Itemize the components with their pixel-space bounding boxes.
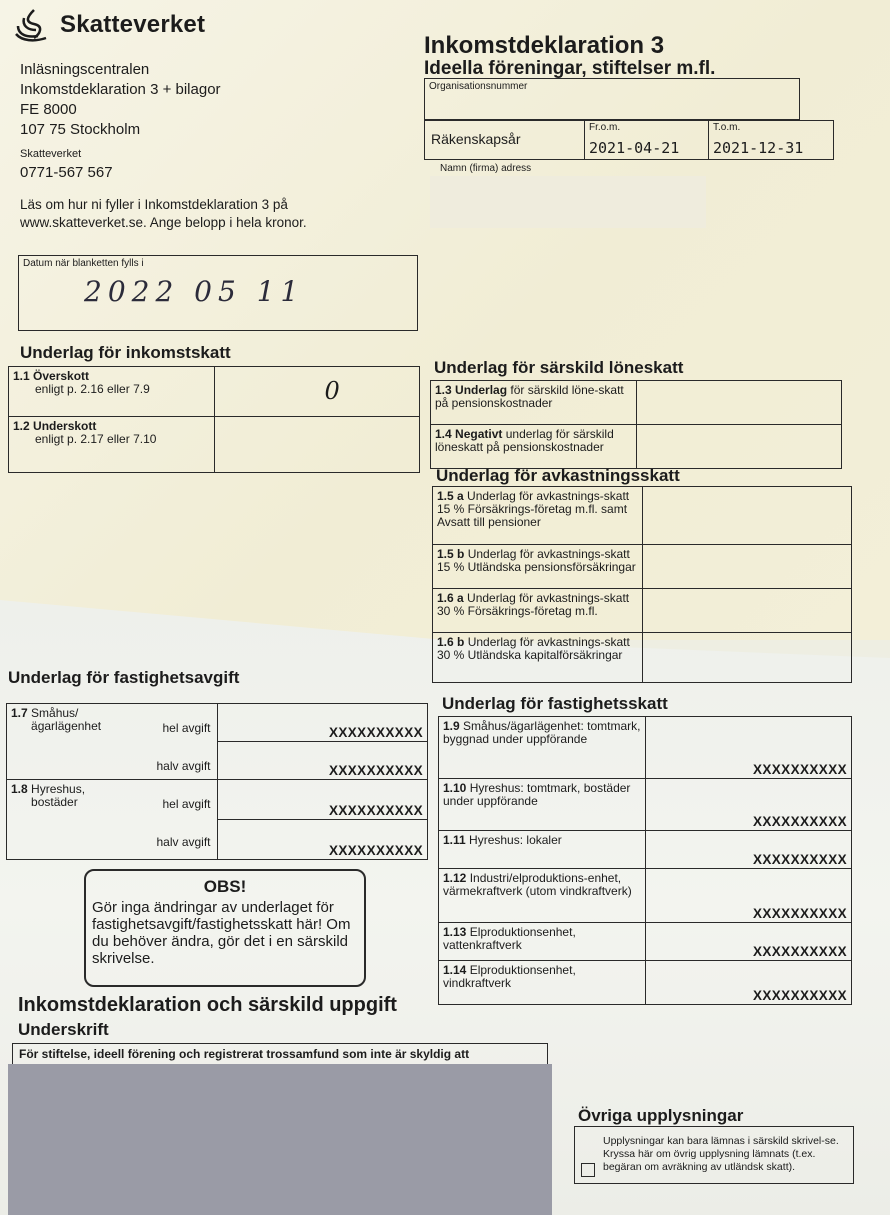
section-title-inkomstskatt: Underlag för inkomstskatt xyxy=(20,343,231,362)
value-field-1-8-full[interactable]: XXXXXXXXXX xyxy=(217,780,428,820)
table-row xyxy=(439,831,852,869)
row-number: 1.4 xyxy=(435,427,452,441)
value-field-1-4[interactable] xyxy=(636,425,842,469)
row-label xyxy=(433,545,643,589)
row-text: Hyreshus: tomtmark, bostäder under uppförande xyxy=(443,781,631,808)
row-number: 1.5 a xyxy=(437,489,464,503)
from-value: 2021-04-21 xyxy=(589,139,680,157)
row-text: för särskild löne-skatt på pensionskostnader xyxy=(435,383,624,410)
row-text: Industri/elproduktions-enhet, värmekraftverk (utom vindkraftverk) xyxy=(443,871,632,898)
signature-title: Underskrift xyxy=(18,1020,109,1039)
row-number: 1.6 a xyxy=(437,591,464,605)
table-row xyxy=(439,923,852,961)
value-field-1-2[interactable] xyxy=(214,417,420,473)
address-line: Inläsningscentralen xyxy=(20,61,150,78)
row-number: 1.3 xyxy=(435,383,452,397)
value-field-1-7-half[interactable]: XXXXXXXXXX xyxy=(217,742,428,780)
row-label xyxy=(439,779,646,831)
to-value: 2021-12-31 xyxy=(713,139,804,157)
row-label xyxy=(439,831,646,869)
table-row xyxy=(439,869,852,923)
agency-name: Skatteverket xyxy=(60,11,206,38)
obs-title: OBS! xyxy=(203,877,247,896)
instructions-text xyxy=(20,196,330,232)
row-number: 1.9 xyxy=(443,719,460,733)
half-fee-label: halv avgift xyxy=(156,835,211,849)
row-number: 1.11 xyxy=(443,833,466,847)
orgnr-label: Organisationsnummer xyxy=(429,81,528,92)
row-label xyxy=(439,961,646,1005)
section-title-fastighetsavgift: Underlag för fastighetsavgift xyxy=(8,668,240,687)
row-text: Småhus/ägarlägenhet: tomtmark, byggnad under uppförande xyxy=(443,719,641,746)
row-number: 1.12 xyxy=(443,871,467,885)
row-number: 1.7 xyxy=(11,706,28,720)
row-label xyxy=(9,367,215,417)
table-row xyxy=(439,717,852,779)
value-field-1-6b[interactable] xyxy=(642,633,852,683)
other-info-checkbox[interactable] xyxy=(581,1163,595,1177)
value-field-1-5a[interactable] xyxy=(642,487,852,545)
fiscal-year-field xyxy=(424,120,834,160)
table-row xyxy=(439,779,852,831)
table-row xyxy=(439,961,852,1005)
table-row xyxy=(7,780,428,820)
agency-address xyxy=(20,60,221,140)
value-field-1-1[interactable]: 0 xyxy=(214,367,420,417)
row-number: 1.8 xyxy=(11,782,28,796)
row-label xyxy=(439,869,646,923)
row-number: 1.5 b xyxy=(437,547,465,561)
row-title: Underlag xyxy=(455,383,508,397)
agency-logo xyxy=(14,8,205,42)
row-number: 1.13 xyxy=(443,925,467,939)
to-label: T.o.m. xyxy=(713,122,741,133)
fiscal-year-cell xyxy=(425,121,585,159)
phone-label: Skatteverket xyxy=(20,148,82,160)
date-label: Datum när blanketten fylls i xyxy=(23,258,144,269)
row-number: 1.10 xyxy=(443,781,467,795)
value-field-1-3[interactable] xyxy=(636,381,842,425)
row-text: Elproduktionsenhet, vindkraftverk xyxy=(443,963,576,990)
date-value: 2022 05 11 xyxy=(84,275,305,308)
value-field-1-12[interactable]: XXXXXXXXXX xyxy=(645,869,852,923)
name-address-field[interactable] xyxy=(430,176,706,228)
address-line: 107 75 Stockholm xyxy=(20,121,141,138)
full-fee-label: hel avgift xyxy=(162,797,211,811)
row-label xyxy=(439,717,646,779)
table-row xyxy=(7,704,428,742)
signature-text-line: För stiftelse, ideell förening och registrerat trossamfund som inte är skyldig att xyxy=(19,1047,470,1061)
table-row xyxy=(433,589,852,633)
row-subtitle: enligt p. 2.16 eller 7.9 xyxy=(35,382,150,396)
table-fastighetsskatt xyxy=(438,716,852,1005)
row-text: underlag för särskild löneskatt på pensionskostnader xyxy=(435,427,614,454)
address-line: Inkomstdeklaration 3 + bilagor xyxy=(20,81,221,98)
row-label xyxy=(431,425,637,469)
fiscal-year-label: Räkenskapsår xyxy=(431,131,521,147)
phone-number: 0771-567 567 xyxy=(20,164,113,181)
table-row xyxy=(431,381,842,425)
row-number: 1.2 xyxy=(13,419,30,433)
value-field-1-13[interactable]: XXXXXXXXXX xyxy=(645,923,852,961)
value-field-1-8-half[interactable]: XXXXXXXXXX xyxy=(217,820,428,860)
row-text: Hyreshus: lokaler xyxy=(469,833,562,847)
row-text: Underlag för avkastnings-skatt 15 % Utländska pensionsförsäkringar xyxy=(437,547,636,574)
value-field-1-9[interactable]: XXXXXXXXXX xyxy=(645,717,852,779)
declaration-title: Inkomstdeklaration och särskild uppgift xyxy=(18,994,397,1016)
other-info-title: Övriga upplysningar xyxy=(578,1106,744,1125)
table-loneskatt xyxy=(430,380,842,469)
skatteverket-logo-icon xyxy=(14,8,54,42)
row-subtitle: enligt p. 2.17 eller 7.10 xyxy=(35,432,157,446)
section-title-loneskatt: Underlag för särskild löneskatt xyxy=(434,358,684,377)
row-number: 1.1 xyxy=(13,369,30,383)
section-title-fastighetsskatt: Underlag för fastighetsskatt xyxy=(442,694,668,713)
info-line: www.skatteverket.se. Ange belopp i hela kronor. xyxy=(20,215,307,230)
row-label xyxy=(433,633,643,683)
obs-notice xyxy=(84,869,366,987)
full-fee-label: hel avgift xyxy=(162,721,211,735)
row-text: Underlag för avkastnings-skatt 15 % Försäkrings-företag m.fl. samt Avsatt till pensioner xyxy=(437,489,630,529)
row-text: Hyreshus, bostäder xyxy=(31,782,86,809)
redacted-signature-area xyxy=(8,1064,552,1215)
obs-text: Gör inga ändringar av underlaget för fastighetsavgift/fastighetsskatt här! Om du behöver ändra, gör det i en särskild skrivelse. xyxy=(92,899,351,967)
section-title-avkastningsskatt: Underlag för avkastningsskatt xyxy=(436,466,680,485)
value-field-1-7-full[interactable]: XXXXXXXXXX xyxy=(217,704,428,742)
other-info-text: Upplysningar kan bara lämnas i särskild skrivel-se. Kryssa här om övrig upplysning lämnats (t.ex. begäran om avräkning av utländsk skatt). xyxy=(603,1135,839,1173)
row-label xyxy=(431,381,637,425)
row-label xyxy=(7,704,218,780)
table-row xyxy=(9,417,420,473)
row-title: Negativt xyxy=(455,427,503,441)
value-field-1-10[interactable]: XXXXXXXXXX xyxy=(645,779,852,831)
to-date-field[interactable] xyxy=(709,121,833,159)
row-label xyxy=(433,589,643,633)
row-text: Elproduktionsenhet, vattenkraftverk xyxy=(443,925,576,952)
value-field-1-5b[interactable] xyxy=(642,545,852,589)
value-field-1-14[interactable]: XXXXXXXXXX xyxy=(645,961,852,1005)
row-title: Underskott xyxy=(33,419,97,433)
address-line: FE 8000 xyxy=(20,101,77,118)
name-address-label: Namn (firma) adress xyxy=(440,163,532,174)
form-title: Inkomstdeklaration 3 xyxy=(424,32,665,59)
table-row xyxy=(433,487,852,545)
form-subtitle: Ideella föreningar, stiftelser m.fl. xyxy=(424,58,716,79)
half-fee-label: halv avgift xyxy=(156,759,211,773)
row-number: 1.6 b xyxy=(437,635,465,649)
row-label xyxy=(433,487,643,545)
row-number: 1.14 xyxy=(443,963,467,977)
table-row xyxy=(9,367,420,417)
table-row xyxy=(433,633,852,683)
row-text: Underlag för avkastnings-skatt 30 % Försäkrings-företag m.fl. xyxy=(437,591,630,618)
row-title: Överskott xyxy=(33,369,90,383)
table-row xyxy=(433,545,852,589)
table-row xyxy=(431,425,842,469)
orgnr-field[interactable] xyxy=(424,78,800,120)
value-field-1-6a[interactable] xyxy=(642,589,852,633)
row-text: Småhus/ ägarlägenhet xyxy=(31,706,102,733)
row-label xyxy=(7,780,218,860)
row-text: Underlag för avkastnings-skatt 30 % Utländska kapitalförsäkringar xyxy=(437,635,630,662)
from-label: Fr.o.m. xyxy=(589,122,621,133)
other-info-box xyxy=(574,1126,854,1184)
value-field-1-11[interactable]: XXXXXXXXXX xyxy=(645,831,852,869)
row-label xyxy=(9,417,215,473)
row-label xyxy=(439,923,646,961)
table-inkomstskatt xyxy=(8,366,420,473)
info-line: Läs om hur ni fyller i Inkomstdeklaration 3 på xyxy=(20,197,288,212)
table-fastighetsavgift xyxy=(6,703,428,860)
table-avkastningsskatt xyxy=(432,486,852,683)
from-date-field[interactable] xyxy=(585,121,709,159)
